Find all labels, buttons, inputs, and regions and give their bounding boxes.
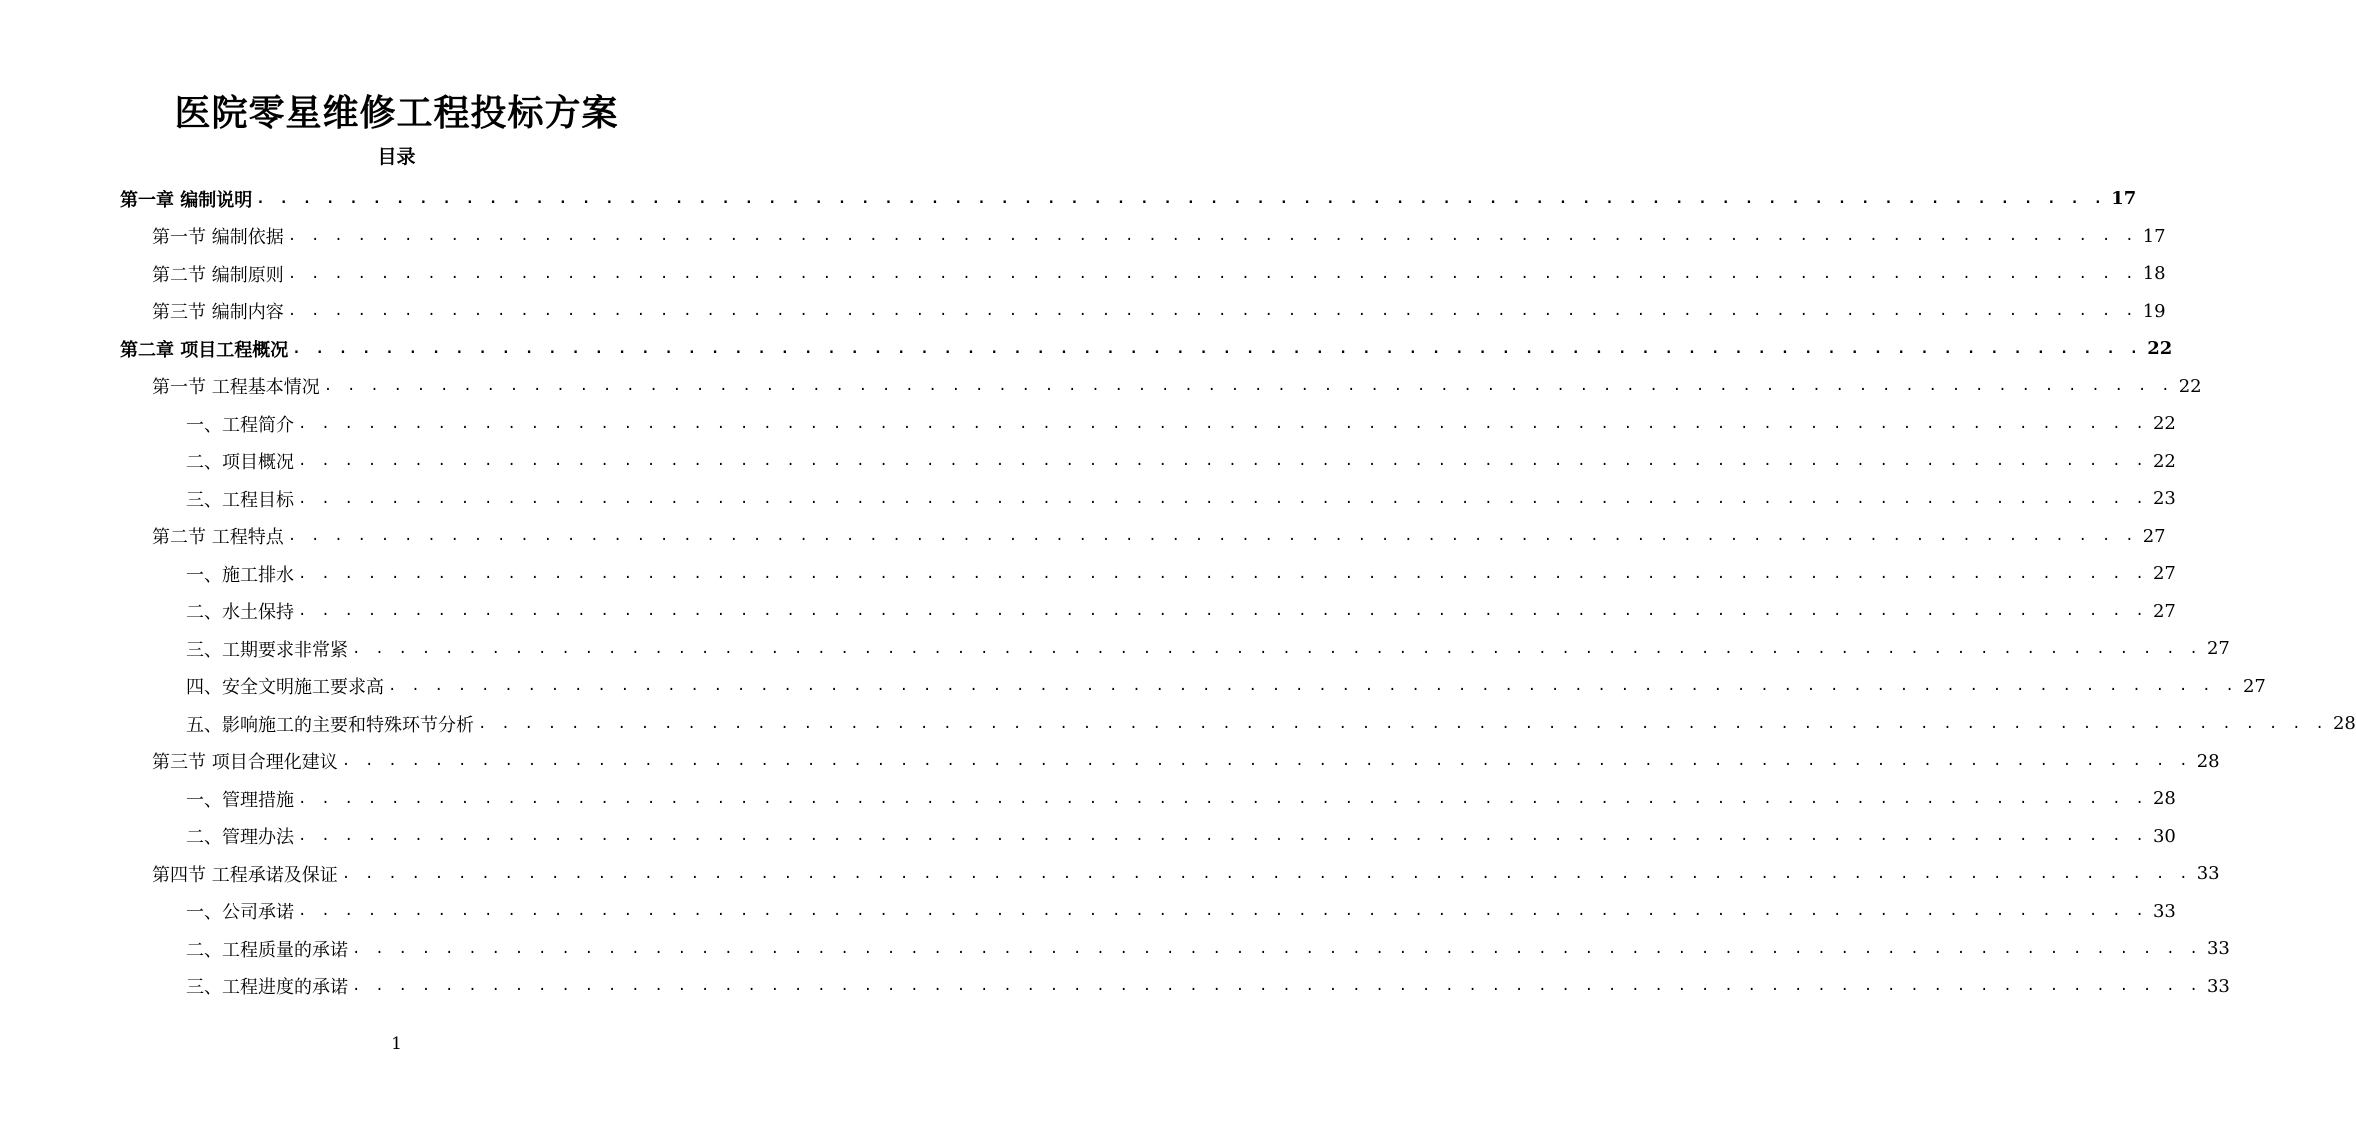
toc-entry-page-number: 17 [2142,225,2166,247]
page-number: 1 [391,1034,402,1054]
toc-dot-leader: . . . . . . . . . . . . . . . . . . . . . . . . . . . . . . . . . . . . . . . . . . . . . . . . . . . . . . . . . . . . . . . . . . . . . . . . . . . . . . . . [256,190,2106,207]
table-of-contents [120,180,2356,1005]
toc-dot-leader: . . . . . . . . . . . . . . . . . . . . . . . . . . . . . . . . . . . . . . . . . . . . . . . . . . . . . . . . . . . . . . . . . . . . . . . . . . . . . . . . [298,790,2147,807]
toc-dot-leader: . . . . . . . . . . . . . . . . . . . . . . . . . . . . . . . . . . . . . . . . . . . . . . . . . . . . . . . . . . . . . . . . . . . . . . . . . . . . . . . . [323,378,2173,395]
toc-section-entry[interactable] [120,368,2202,406]
toc-subsection-entry[interactable] [120,780,2176,818]
toc-section-entry[interactable] [120,855,2220,893]
toc-dot-leader: . . . . . . . . . . . . . . . . . . . . . . . . . . . . . . . . . . . . . . . . . . . . . . . . . . . . . . . . . . . . . . . . . . . . . . . . . . . . . . . . [352,940,2201,957]
toc-entry-page-number: 30 [2152,825,2176,847]
toc-entry-page-number: 22 [2147,338,2173,360]
toc-entry-page-number: 33 [2152,900,2176,922]
toc-subsection-entry[interactable] [120,630,2230,668]
toc-entry-page-number: 27 [2142,525,2166,547]
toc-entry-page-number: 28 [2332,713,2356,735]
toc-entry-page-number: 22 [2152,450,2176,472]
toc-entry-label: 第一节 编制依据 [152,227,284,249]
toc-dot-leader: . . . . . . . . . . . . . . . . . . . . . . . . . . . . . . . . . . . . . . . . . . . . . . . . . . . . . . . . . . . . . . . . . . . . . . . . . . . . . . . . [478,715,2327,732]
toc-chapter-entry[interactable] [120,180,2137,218]
toc-entry-label: 第一节 工程基本情况 [152,377,320,399]
toc-entry-page-number: 22 [2178,375,2202,397]
toc-section-entry[interactable] [120,293,2166,331]
toc-entry-label: 二、项目概况 [186,452,294,474]
toc-dot-leader: . . . . . . . . . . . . . . . . . . . . . . . . . . . . . . . . . . . . . . . . . . . . . . . . . . . . . . . . . . . . . . . . . . . . . . . . . . . . . . . . [298,903,2147,920]
toc-entry-label: 一、公司承诺 [186,902,294,924]
toc-entry-label: 第三节 编制内容 [152,302,284,324]
toc-entry-label: 第二节 工程特点 [152,527,284,549]
toc-entry-label: 一、施工排水 [186,564,294,586]
toc-entry-label: 二、管理办法 [186,827,294,849]
toc-dot-leader: . . . . . . . . . . . . . . . . . . . . . . . . . . . . . . . . . . . . . . . . . . . . . . . . . . . . . . . . . . . . . . . . . . . . . . . . . . . . . . . . [352,978,2201,995]
toc-subsection-entry[interactable] [120,968,2230,1006]
toc-entry-page-number: 23 [2152,488,2176,510]
toc-section-entry[interactable] [120,255,2166,293]
toc-entry-page-number: 22 [2152,413,2176,435]
toc-entry-page-number: 18 [2142,263,2166,285]
toc-dot-leader: . . . . . . . . . . . . . . . . . . . . . . . . . . . . . . . . . . . . . . . . . . . . . . . . . . . . . . . . . . . . . . . . . . . . . . . . . . . . . . . . [298,490,2147,507]
toc-section-entry[interactable] [120,518,2166,556]
toc-entry-label: 一、管理措施 [186,789,294,811]
toc-entry-page-number: 27 [2242,675,2266,697]
toc-entry-label: 四、安全文明施工要求高 [186,677,384,699]
toc-subsection-entry[interactable] [120,930,2230,968]
toc-dot-leader: . . . . . . . . . . . . . . . . . . . . . . . . . . . . . . . . . . . . . . . . . . . . . . . . . . . . . . . . . . . . . . . . . . . . . . . . . . . . . . . . [298,565,2147,582]
toc-entry-label: 第二章 项目工程概况 [120,339,289,361]
toc-subsection-entry[interactable] [120,405,2176,443]
toc-entry-page-number: 19 [2142,300,2166,322]
toc-entry-page-number: 28 [2152,788,2176,810]
toc-dot-leader: . . . . . . . . . . . . . . . . . . . . . . . . . . . . . . . . . . . . . . . . . . . . . . . . . . . . . . . . . . . . . . . . . . . . . . . . . . . . . . . . [298,603,2147,620]
toc-dot-leader: . . . . . . . . . . . . . . . . . . . . . . . . . . . . . . . . . . . . . . . . . . . . . . . . . . . . . . . . . . . . . . . . . . . . . . . . . . . . . . . . [287,303,2137,320]
toc-entry-page-number: 33 [2206,938,2230,960]
toc-dot-leader: . . . . . . . . . . . . . . . . . . . . . . . . . . . . . . . . . . . . . . . . . . . . . . . . . . . . . . . . . . . . . . . . . . . . . . . . . . . . . . . . [298,828,2147,845]
toc-subsection-entry[interactable] [120,443,2176,481]
toc-subsection-entry[interactable] [120,818,2176,856]
toc-dot-leader: . . . . . . . . . . . . . . . . . . . . . . . . . . . . . . . . . . . . . . . . . . . . . . . . . . . . . . . . . . . . . . . . . . . . . . . . . . . . . . . . [298,453,2147,470]
toc-entry-label: 五、影响施工的主要和特殊环节分析 [186,714,474,736]
toc-entry-page-number: 33 [2196,863,2220,885]
toc-chapter-entry[interactable] [120,330,2173,368]
toc-entry-page-number: 33 [2206,975,2230,997]
toc-dot-leader: . . . . . . . . . . . . . . . . . . . . . . . . . . . . . . . . . . . . . . . . . . . . . . . . . . . . . . . . . . . . . . . . . . . . . . . . . . . . . . . . [341,865,2191,882]
toc-entry-page-number: 27 [2152,600,2176,622]
toc-entry-page-number: 27 [2152,563,2176,585]
toc-entry-label: 一、工程简介 [186,414,294,436]
toc-dot-leader: . . . . . . . . . . . . . . . . . . . . . . . . . . . . . . . . . . . . . . . . . . . . . . . . . . . . . . . . . . . . . . . . . . . . . . . . . . . . . . . . [298,415,2147,432]
document-title: 医院零星维修工程投标方案 [174,92,619,134]
toc-entry-label: 三、工期要求非常紧 [186,639,348,661]
toc-subsection-entry[interactable] [120,893,2176,931]
toc-entry-page-number: 27 [2206,638,2230,660]
toc-entry-page-number: 28 [2196,750,2220,772]
toc-entry-label: 第二节 编制原则 [152,264,284,286]
toc-entry-label: 二、工程质量的承诺 [186,939,348,961]
toc-entry-label: 第四节 工程承诺及保证 [152,864,338,886]
toc-dot-leader: . . . . . . . . . . . . . . . . . . . . . . . . . . . . . . . . . . . . . . . . . . . . . . . . . . . . . . . . . . . . . . . . . . . . . . . . . . . . . . . . [287,528,2137,545]
toc-subsection-entry[interactable] [120,555,2176,593]
toc-entry-page-number: 17 [2111,188,2137,210]
toc-dot-leader: . . . . . . . . . . . . . . . . . . . . . . . . . . . . . . . . . . . . . . . . . . . . . . . . . . . . . . . . . . . . . . . . . . . . . . . . . . . . . . . . [341,753,2191,770]
toc-dot-leader: . . . . . . . . . . . . . . . . . . . . . . . . . . . . . . . . . . . . . . . . . . . . . . . . . . . . . . . . . . . . . . . . . . . . . . . . . . . . . . . . [287,265,2137,282]
toc-dot-leader: . . . . . . . . . . . . . . . . . . . . . . . . . . . . . . . . . . . . . . . . . . . . . . . . . . . . . . . . . . . . . . . . . . . . . . . . . . . . . . . . [388,678,2237,695]
toc-entry-label: 三、工程目标 [186,489,294,511]
toc-entry-label: 三、工程进度的承诺 [186,977,348,999]
toc-dot-leader: . . . . . . . . . . . . . . . . . . . . . . . . . . . . . . . . . . . . . . . . . . . . . . . . . . . . . . . . . . . . . . . . . . . . . . . . . . . . . . . . [287,228,2137,245]
toc-subsection-entry[interactable] [120,593,2176,631]
toc-entry-label: 二、水土保持 [186,602,294,624]
toc-subsection-entry[interactable] [120,705,2356,743]
toc-subsection-entry[interactable] [120,668,2266,706]
toc-heading: 目录 [377,146,416,168]
toc-section-entry[interactable] [120,218,2166,256]
toc-dot-leader: . . . . . . . . . . . . . . . . . . . . . . . . . . . . . . . . . . . . . . . . . . . . . . . . . . . . . . . . . . . . . . . . . . . . . . . . . . . . . . . . [292,340,2142,357]
toc-entry-label: 第一章 编制说明 [120,189,253,211]
toc-section-entry[interactable] [120,743,2220,781]
toc-entry-label: 第三节 项目合理化建议 [152,752,338,774]
toc-dot-leader: . . . . . . . . . . . . . . . . . . . . . . . . . . . . . . . . . . . . . . . . . . . . . . . . . . . . . . . . . . . . . . . . . . . . . . . . . . . . . . . . [352,640,2201,657]
toc-subsection-entry[interactable] [120,480,2176,518]
